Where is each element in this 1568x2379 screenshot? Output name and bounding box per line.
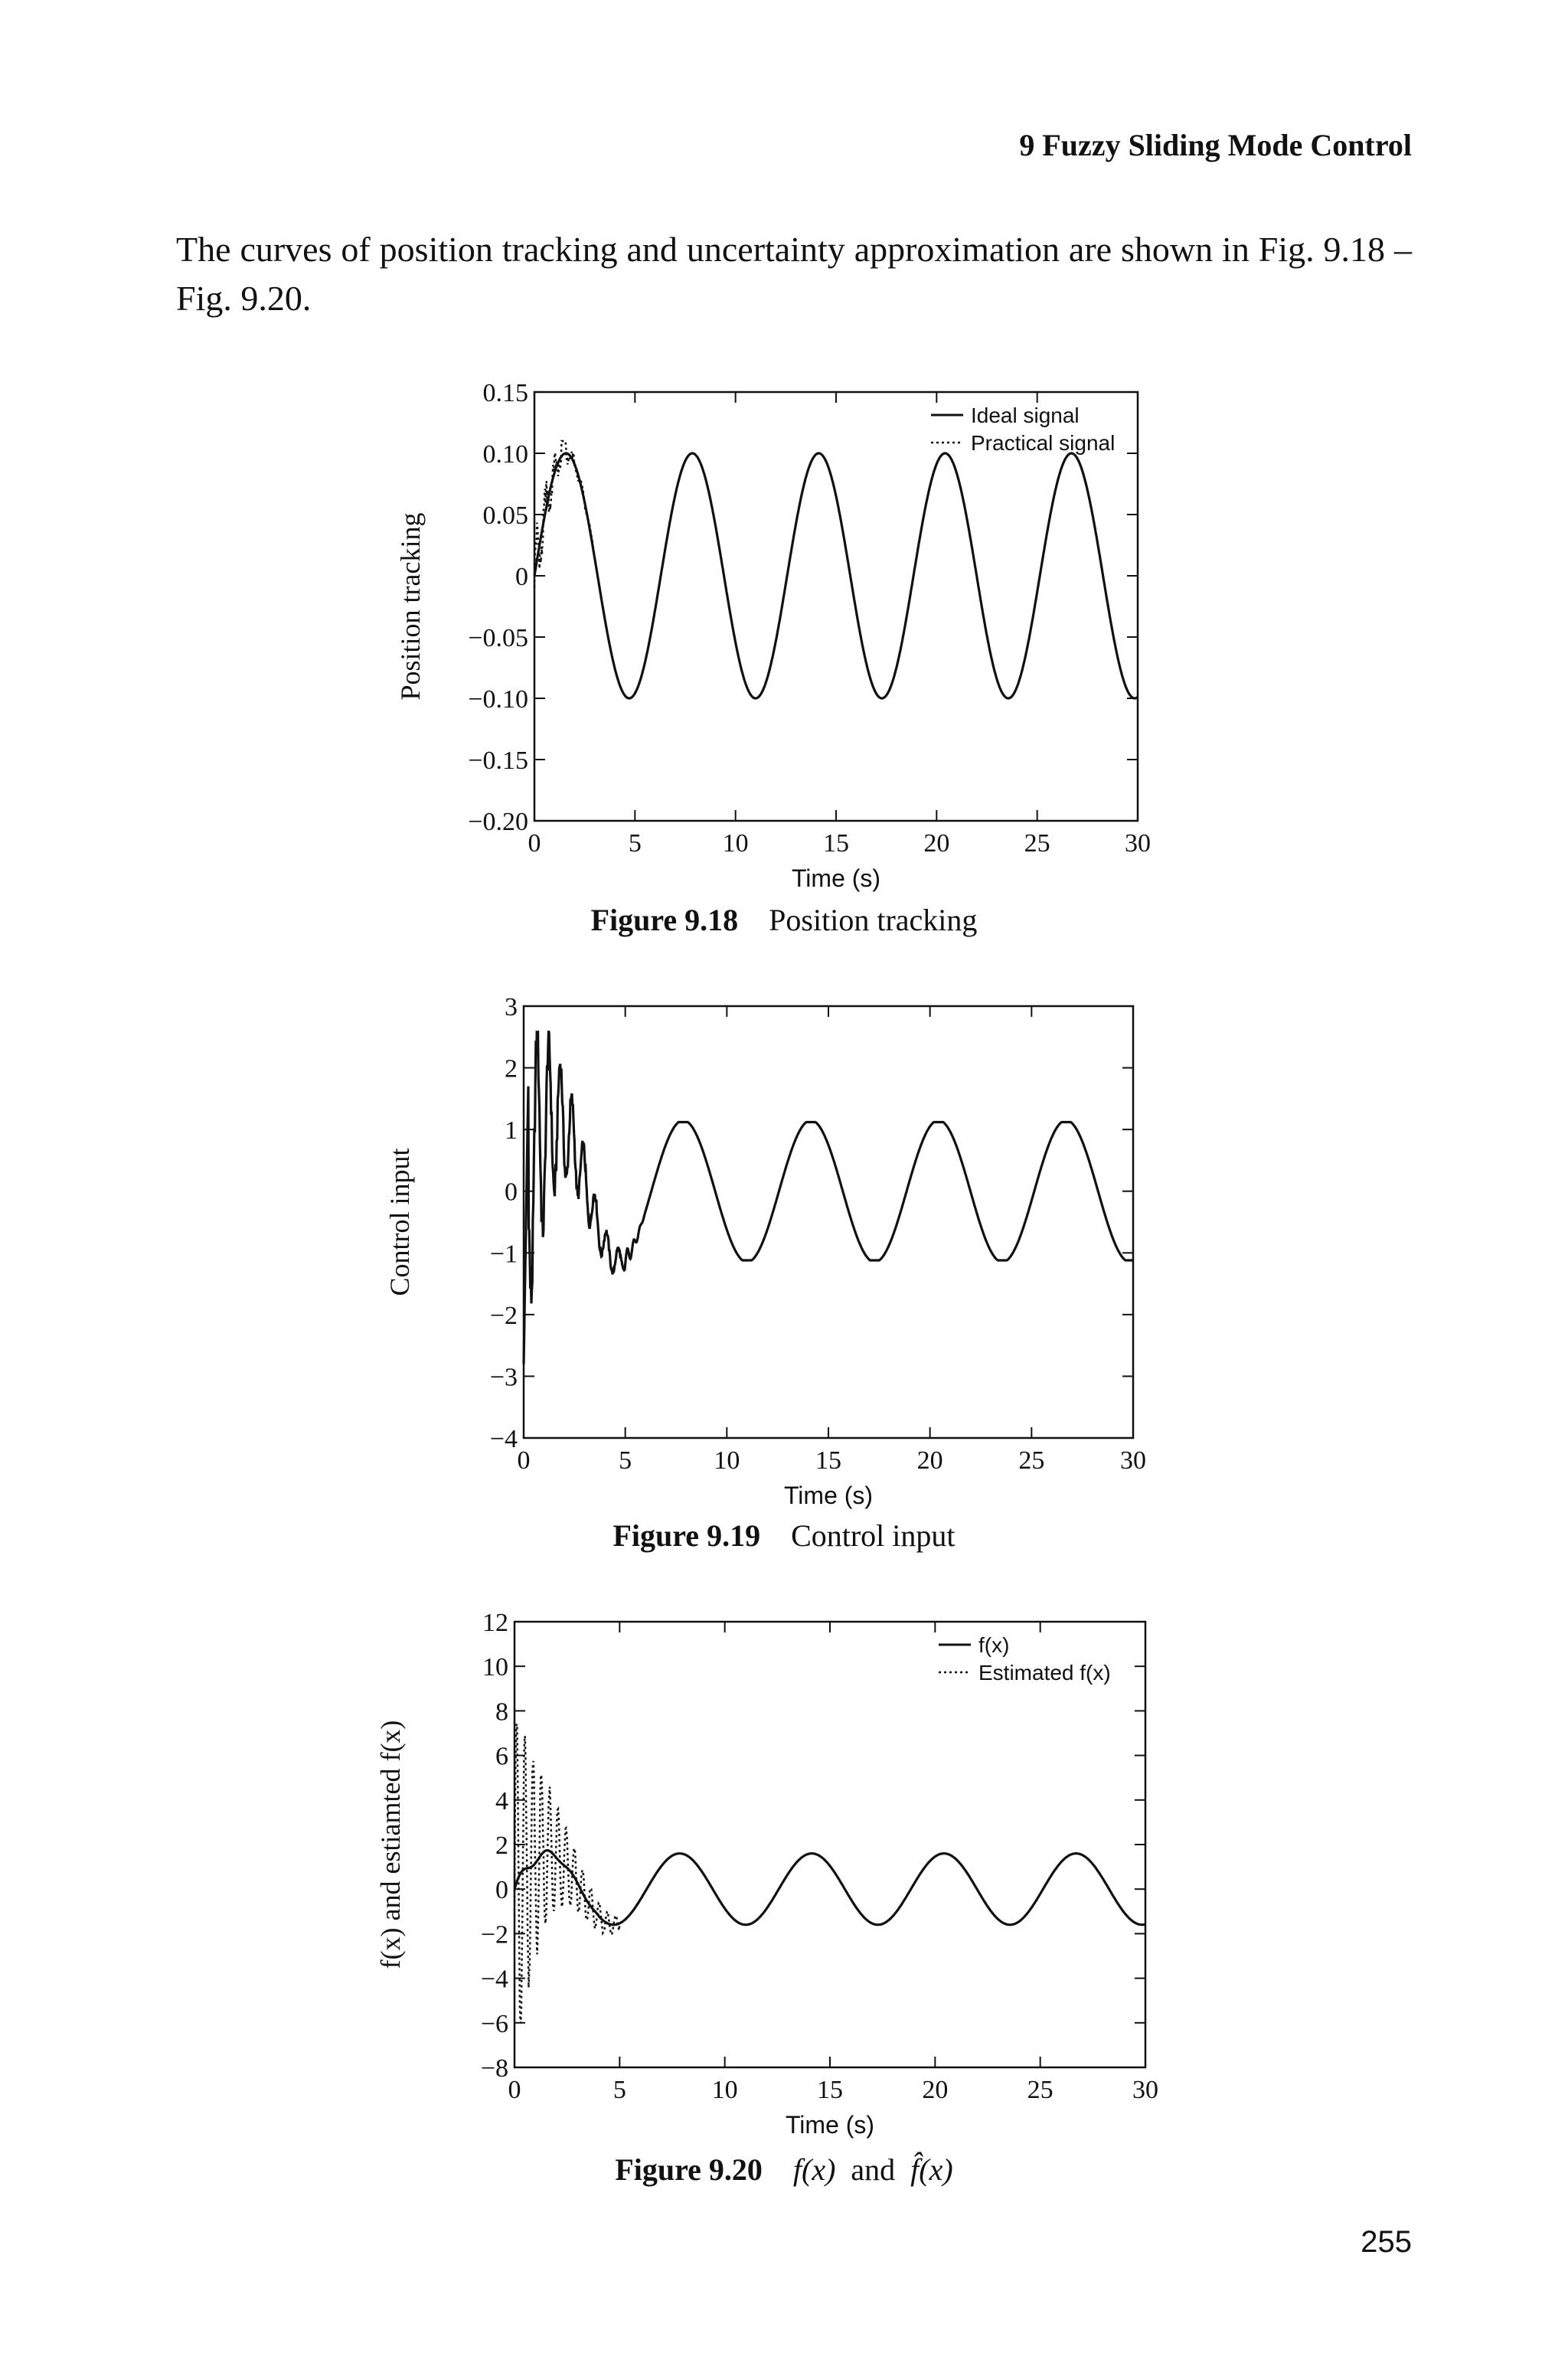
y-tick-label: 0 [505, 1178, 518, 1207]
y-axis-label: f(x) and estiamted f(x) [375, 1720, 406, 1969]
y-tick-label: 10 [482, 1653, 508, 1682]
figure-9-20-caption [0, 2152, 1568, 2188]
legend-label: Ideal signal [971, 404, 1080, 427]
x-tick-label: 10 [714, 1446, 740, 1475]
y-tick-label: −8 [480, 2054, 508, 2083]
x-tick-label: 0 [517, 1446, 531, 1475]
figure-9-19-number: Figure 9.19 [612, 1518, 761, 1553]
figure-9-20-number: Figure 9.20 [615, 2152, 763, 2187]
y-tick-label: 8 [495, 1698, 508, 1727]
y-tick-label: −4 [480, 1965, 508, 1994]
legend-label: Estimated f(x) [978, 1661, 1111, 1685]
y-tick-label: 1 [505, 1116, 518, 1145]
x-tick-label: 25 [1024, 829, 1050, 858]
x-axis-label: Time (s) [791, 864, 881, 892]
figure-9-20-title-fhat: f̂(x) [910, 2152, 953, 2187]
y-tick-label: 6 [495, 1742, 508, 1771]
x-tick-label: 10 [722, 829, 749, 858]
y-tick-label: −6 [480, 2009, 508, 2038]
y-axis-label: Position tracking [395, 512, 426, 701]
y-tick-label: 2 [495, 1832, 508, 1860]
y-tick-label: −0.10 [468, 685, 528, 714]
x-tick-label: 30 [1132, 2076, 1158, 2104]
x-tick-label: 20 [923, 829, 950, 858]
x-axis-label: Time (s) [783, 1482, 874, 1509]
x-tick-label: 15 [817, 2076, 843, 2104]
x-tick-label: 5 [612, 2076, 626, 2104]
page-number: 255 [1361, 2225, 1412, 2259]
y-tick-label: −1 [489, 1240, 518, 1269]
figure-9-18-title: Position tracking [769, 903, 978, 937]
x-tick-label: 0 [528, 829, 541, 858]
y-tick-label: 0 [495, 1876, 508, 1905]
y-tick-label: −3 [489, 1363, 518, 1392]
figure-9-20-title-and: and [851, 2152, 896, 2187]
x-tick-label: 15 [815, 1446, 841, 1475]
x-tick-label: 25 [1018, 1446, 1045, 1475]
figure-9-19-title: Control input [791, 1518, 956, 1553]
x-tick-label: 20 [916, 1446, 943, 1475]
body-paragraph: The curves of position tracking and uncertainty approximation are shown in Fig. 9.18 – Fig. 9.20. [176, 230, 1412, 318]
x-tick-label: 15 [823, 829, 849, 858]
series-line-secondary [514, 1724, 1145, 2023]
y-tick-label: 0 [515, 563, 528, 591]
plot-frame [514, 1622, 1145, 2067]
running-head: 9 Fuzzy Sliding Mode Control [1019, 128, 1412, 162]
x-axis-label: Time (s) [785, 2111, 875, 2139]
y-tick-label: 2 [505, 1054, 518, 1083]
y-tick-label: −0.05 [468, 624, 528, 652]
y-tick-label: 0.05 [482, 502, 528, 530]
y-tick-label: 0.10 [482, 440, 528, 469]
y-tick-label: 4 [495, 1786, 508, 1815]
x-tick-label: 5 [628, 829, 642, 858]
y-tick-label: −2 [489, 1301, 518, 1330]
figure-9-18-number: Figure 9.18 [590, 903, 739, 937]
series-line-primary [514, 1851, 1145, 1925]
y-tick-label: 3 [505, 993, 518, 1021]
x-tick-label: 0 [508, 2076, 521, 2104]
y-tick-label: −0.20 [468, 808, 528, 836]
x-tick-label: 10 [711, 2076, 738, 2104]
x-tick-label: 20 [922, 2076, 949, 2104]
y-tick-label: −4 [489, 1425, 518, 1453]
figure-9-20-title-f: f(x) [792, 2152, 836, 2187]
y-tick-label: −2 [480, 1920, 508, 1949]
x-tick-label: 30 [1125, 829, 1151, 858]
y-tick-label: 12 [482, 1609, 508, 1637]
x-tick-label: 5 [619, 1446, 632, 1475]
y-axis-label: Control input [384, 1148, 415, 1296]
y-tick-label: 0.15 [482, 379, 528, 407]
legend-label: f(x) [978, 1633, 1010, 1657]
y-tick-label: −0.15 [468, 747, 528, 775]
legend-label: Practical signal [971, 431, 1116, 455]
x-tick-label: 30 [1120, 1446, 1146, 1475]
x-tick-label: 25 [1027, 2076, 1054, 2104]
